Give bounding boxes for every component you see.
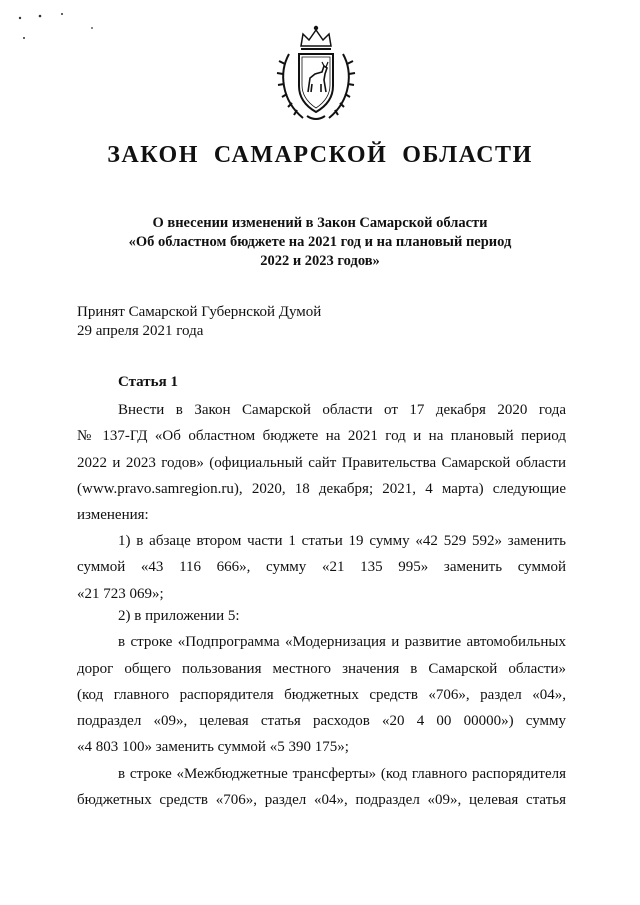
- text-line: «4 803 100» заменить суммой «5 390 175»;: [77, 739, 349, 756]
- article-item-2: [77, 603, 566, 813]
- document-title: ЗАКОН САМАРСКОЙ ОБЛАСТИ: [107, 142, 533, 168]
- coat-of-arms-emblem: [275, 22, 357, 124]
- text-line: 1) в абзаце втором части 1 статьи 19 сумму «42 529 592» заменить: [118, 533, 566, 549]
- document-subtitle: [60, 214, 580, 271]
- scan-specks: [14, 10, 114, 50]
- text-line: № 137-ГД «Об областном бюджете на 2021 год и на плановый период: [77, 428, 566, 445]
- text-line: Внести в Закон Самарской области от 17 декабря 2020 года: [118, 402, 566, 418]
- text-line: в строке «Межбюджетные трансферты» (код главного распорядителя: [118, 765, 566, 782]
- article-heading: Статья 1: [118, 374, 178, 390]
- article-item-1: [77, 528, 566, 607]
- text-line: (www.pravo.samregion.ru), 2020, 18 декабря; 2021, 4 марта) следующие: [77, 480, 566, 497]
- subtitle-line: 2022 и 2023 годов»: [260, 253, 380, 269]
- text-line: подраздел «09», целевая статья расходов «20 4 00 00000») сумму: [77, 713, 566, 730]
- text-line: бюджетных средств «706», раздел «04», подраздел «09», целевая статья: [77, 792, 566, 809]
- text-line: 2022 и 2023 годов» (официальный сайт Правительства Самарской области: [77, 454, 566, 471]
- text-line: изменения:: [77, 507, 149, 524]
- text-line: (код главного распорядителя бюджетных средств «706», раздел «04»,: [77, 686, 566, 703]
- text-line: в строке «Подпрограмма «Модернизация и развитие автомобильных: [118, 634, 566, 651]
- adoption-date: 29 апреля 2021 года: [77, 323, 204, 339]
- article-paragraph-1: [77, 397, 566, 528]
- text-line: дорог общего пользования местного значения в Самарской области»: [77, 660, 566, 677]
- adoption-note: [77, 303, 321, 341]
- subtitle-line: О внесении изменений в Закон Самарской области: [152, 215, 488, 231]
- text-line: 2) в приложении 5:: [118, 608, 240, 624]
- text-line: «21 723 069»;: [77, 585, 164, 602]
- text-line: суммой «43 116 666», сумму «21 135 995» заменить суммой: [77, 559, 566, 576]
- adoption-line: Принят Самарской Губернской Думой: [77, 304, 322, 320]
- subtitle-line: «Об областном бюджете на 2021 год и на плановый период: [128, 234, 512, 250]
